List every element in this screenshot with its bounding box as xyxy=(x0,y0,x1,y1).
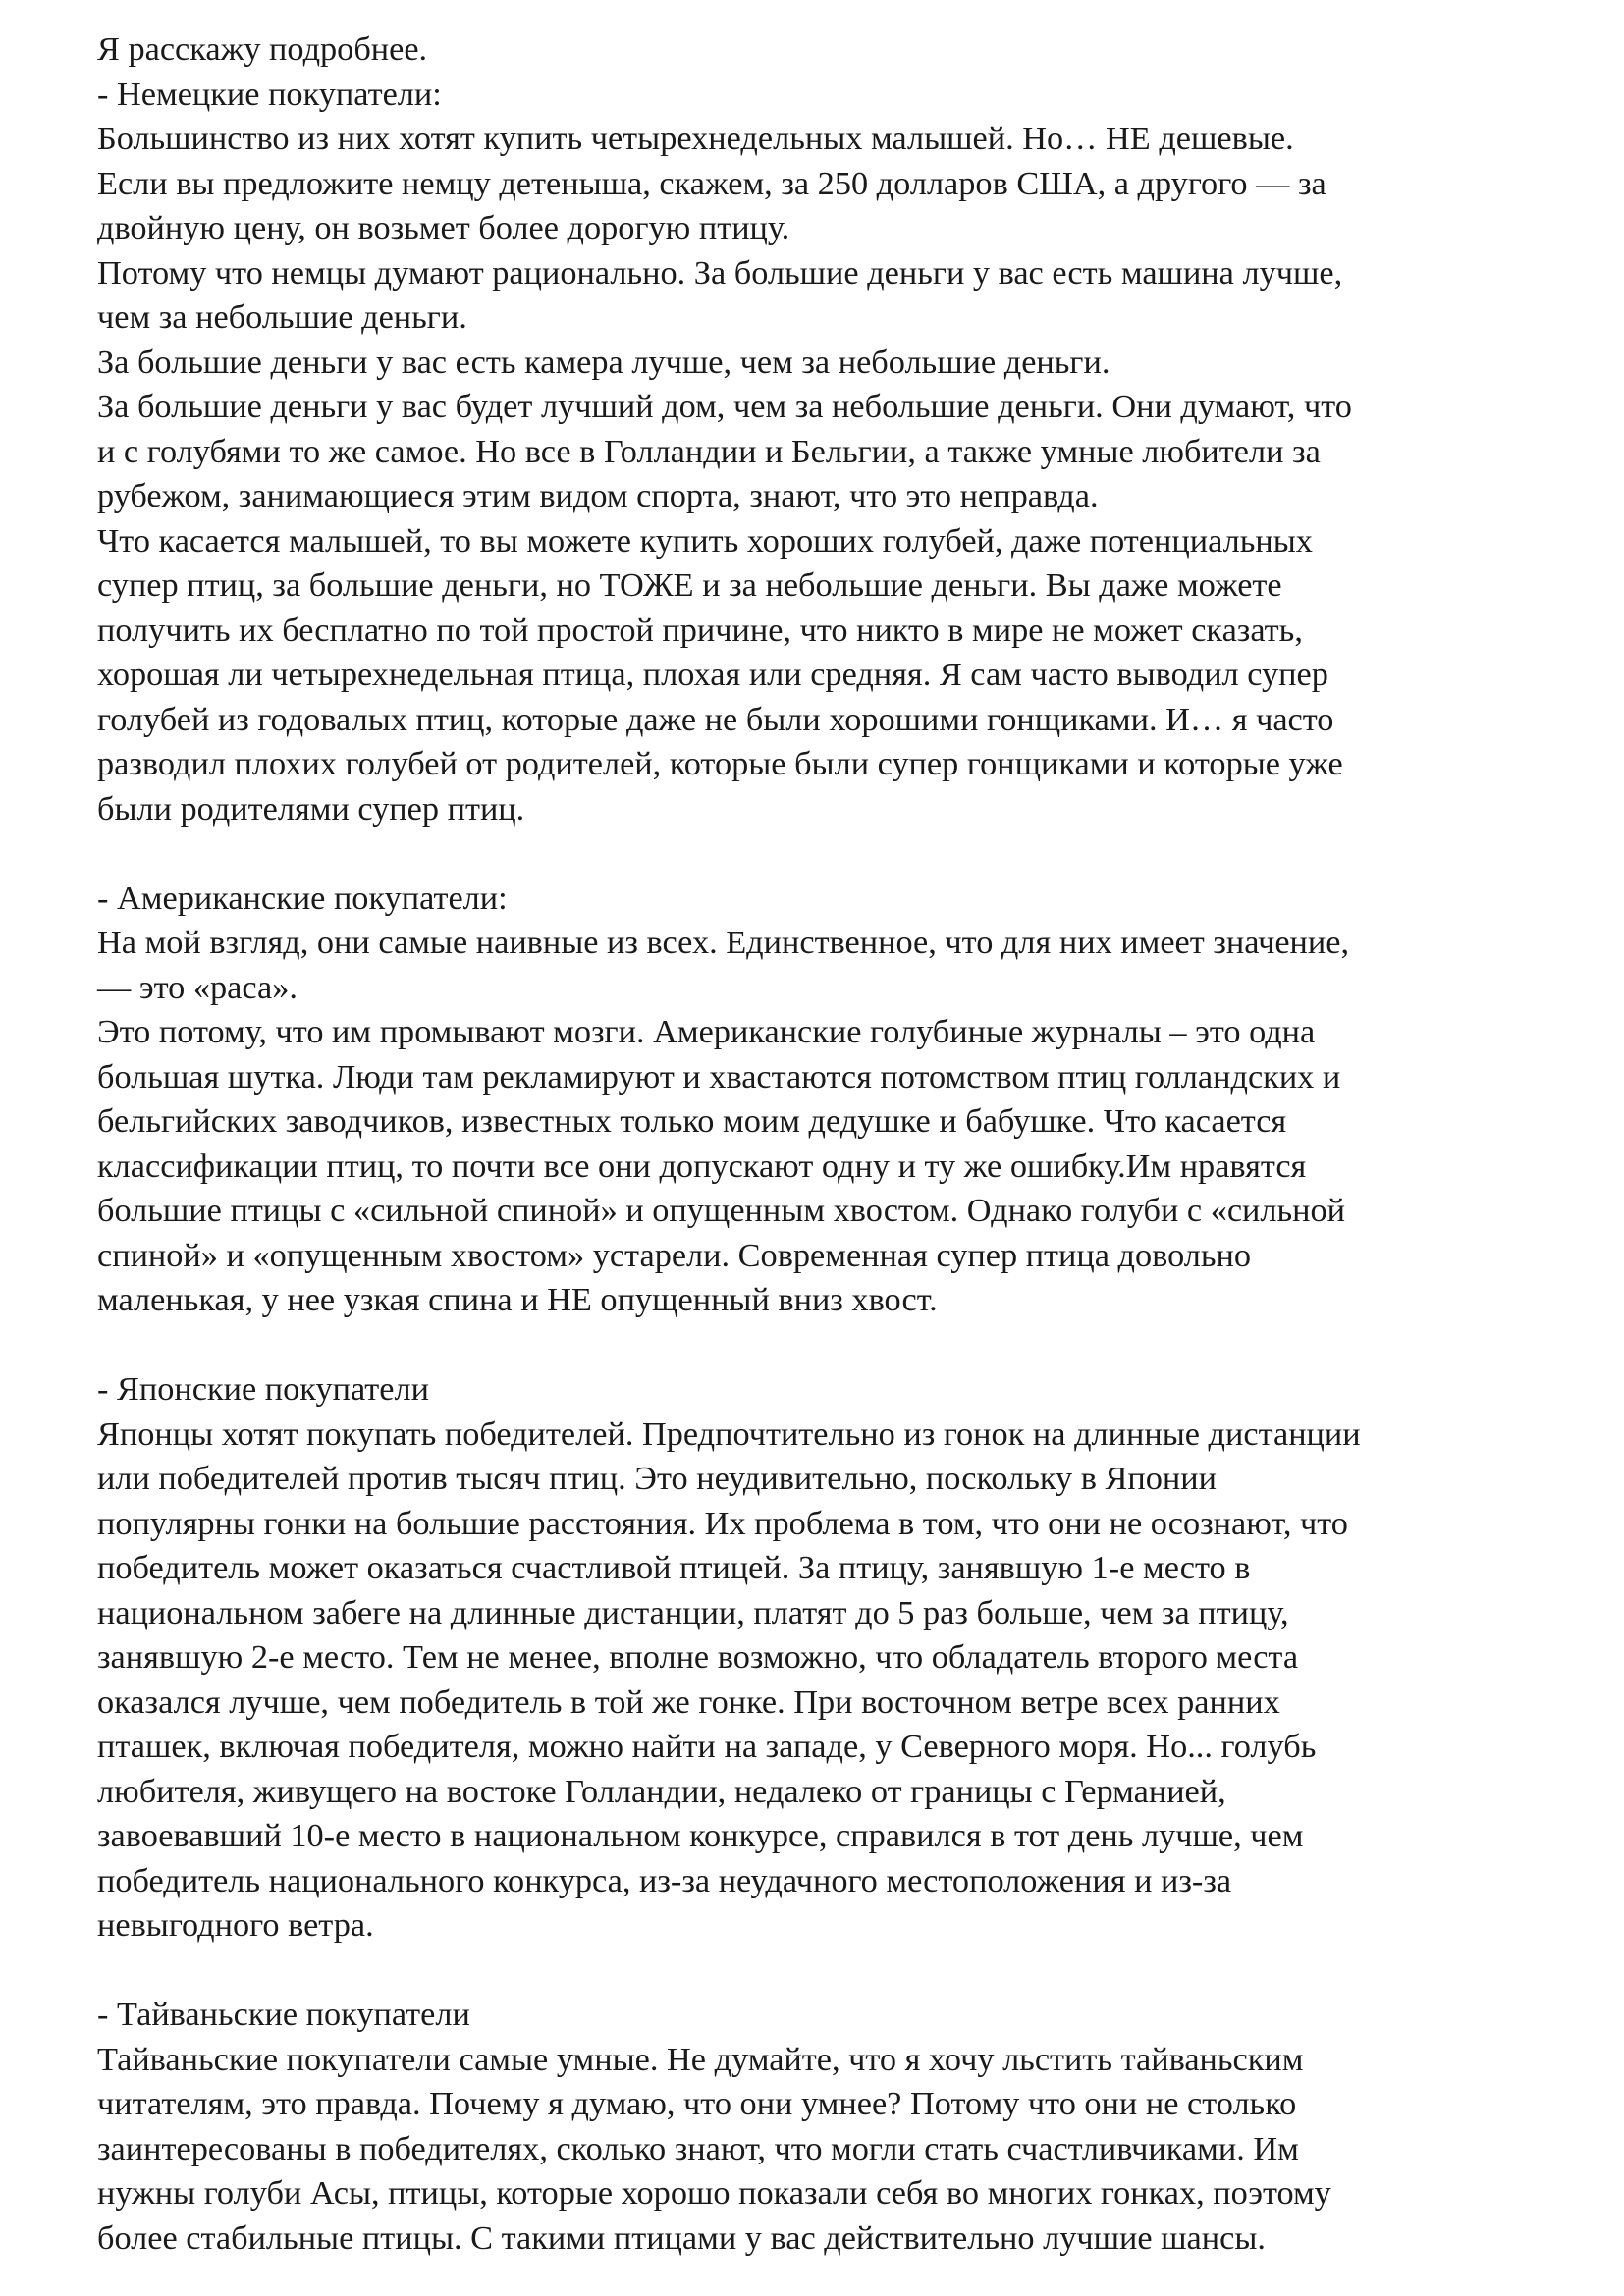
section-japanese-buyers xyxy=(97,1367,1590,1949)
paragraph-line: большая шутка. Люди там рекламируют и хвастаются потомством птиц голландских и xyxy=(97,1057,1341,1095)
paragraph-line: более стабильные птицы. С такими птицами у вас действительно лучшие шансы. xyxy=(97,2218,1266,2257)
paragraph-line: победитель может оказаться счастливой птицей. За птицу, занявшую 1-е место в xyxy=(97,1549,1251,1586)
paragraph-line: заинтересованы в победителях, сколько знают, что могли стать счастливчиками. Им xyxy=(97,2129,1299,2167)
paragraph-line: Тайваньские покупатели самые умные. Не думайте, что я хочу льстить тайваньским xyxy=(97,2040,1304,2078)
paragraph-line: двойную цену, он возьмет более дорогую птицу. xyxy=(97,209,790,246)
paragraph-line: За большие деньги у вас есть камера лучше, чем за небольшие деньги. xyxy=(97,343,1110,381)
paragraph-line: национальном забеге на длинные дистанции, платят до 5 раз больше, чем за птицу, xyxy=(97,1593,1289,1631)
paragraph-line: победитель национального конкурса, из-за неудачного местоположения и из-за xyxy=(97,1861,1232,1899)
paragraph-line: голубей из годовалых птиц, которые даже не были хорошими гонщиками. И… я часто xyxy=(97,700,1334,738)
paragraph-line: были родителями супер птиц. xyxy=(97,789,525,828)
paragraph-line: чем за небольшие деньги. xyxy=(97,298,467,336)
paragraph-line: или победителей против тысяч птиц. Это неудивительно, поскольку в Японии xyxy=(97,1460,1217,1497)
intro-line: Я расскажу подробнее. xyxy=(97,30,428,68)
section-heading: - Тайваньские покупатели xyxy=(97,1996,470,2033)
section-heading: - Немецкие покупатели: xyxy=(97,75,442,113)
paragraph-line: классификации птиц, то почти все они допускают одну и ту же ошибку.Им нравятся xyxy=(97,1147,1307,1185)
paragraph-spacer xyxy=(97,1949,1590,1994)
paragraph-line: большие птицы с «сильной спиной» и опущенным хвостом. Однако голуби с «сильной xyxy=(97,1192,1346,1229)
paragraph-line: За большие деньги у вас будет лучший дом, чем за небольшие деньги. Они думают, что xyxy=(97,388,1352,425)
paragraph-line: завоевавший 10-е место в национальном конкурсе, справился в тот день лучше, чем xyxy=(97,1817,1304,1854)
section-heading: - Японские покупатели xyxy=(97,1370,429,1408)
paragraph-line: популярны гонки на большие расстояния. Их проблема в том, что они не осознают, что xyxy=(97,1504,1348,1542)
paragraph-line: занявшую 2-е место. Тем не менее, вполне возможно, что обладатель второго места xyxy=(97,1638,1299,1676)
paragraph-line: супер птиц, за большие деньги, но ТОЖЕ и за небольшие деньги. Вы даже можете xyxy=(97,566,1282,604)
paragraph-line: — это «раса». xyxy=(97,968,298,1006)
paragraph-line: и с голубями то же самое. Но все в Голландии и Бельгии, а также умные любители за xyxy=(97,432,1321,470)
paragraph-line: маленькая, у нее узкая спина и НЕ опущенный вниз хвост. xyxy=(97,1281,938,1318)
section-taiwanese-buyers xyxy=(97,1993,1590,2261)
section-heading: - Американские покупатели: xyxy=(97,879,508,917)
paragraph-line: Японцы хотят покупать победителей. Предпочтительно из гонок на длинные дистанции xyxy=(97,1415,1361,1453)
paragraph-line: получить их бесплатно по той простой причине, что никто в мире не может сказать, xyxy=(97,611,1303,649)
paragraph-line: любителя, живущего на востоке Голландии, недалеко от границы с Германией, xyxy=(97,1772,1226,1810)
paragraph-line: разводил плохих голубей от родителей, которые были супер гонщиками и которые уже xyxy=(97,745,1343,782)
paragraph-line: Это потому, что им промывают мозги. Американские голубиные журналы – это одна xyxy=(97,1013,1316,1050)
paragraph-line: Потому что немцы думают рационально. За большие деньги у вас есть машина лучше, xyxy=(97,253,1343,292)
paragraph-line: хорошая ли четырехнедельная птица, плохая или средняя. Я сам часто выводил супер xyxy=(97,656,1328,693)
section-american-buyers xyxy=(97,877,1590,1323)
document-page xyxy=(97,27,1590,2261)
paragraph-line: нужны голуби Асы, птицы, которые хорошо показали себя во многих гонках, поэтому xyxy=(97,2174,1331,2212)
paragraph-line: спиной» и «опущенным хвостом» устарели. Современная супер птица довольно xyxy=(97,1236,1252,1274)
paragraph-line: читателям, это правда. Почему я думаю, что они умнее? Потому что они не столько xyxy=(97,2085,1297,2122)
paragraph-line: Большинство из них хотят купить четырехнедельных малышей. Но… НЕ дешевые. xyxy=(97,120,1294,157)
section-german-buyers xyxy=(97,73,1590,832)
paragraph-line: рубежом, занимающиеся этим видом спорта, знают, что это неправда. xyxy=(97,477,1099,514)
paragraph-line: бельгийских заводчиков, известных только моим дедушке и бабушке. Что касается xyxy=(97,1102,1287,1140)
paragraph-line: Что касается малышей, то вы можете купить хороших голубей, даже потенциальных xyxy=(97,521,1313,560)
paragraph-spacer xyxy=(97,831,1590,877)
paragraph-line: оказался лучше, чем победитель в той же гонке. При восточном ветре всех ранних xyxy=(97,1682,1280,1721)
paragraph-line: пташек, включая победителя, можно найти на западе, у Северного моря. Но... голубь xyxy=(97,1728,1317,1765)
paragraph-line: невыгодного ветра. xyxy=(97,1906,374,1944)
paragraph-spacer xyxy=(97,1323,1590,1368)
paragraph-line: На мой взгляд, они самые наивные из всех. Единственное, что для них имеет значение, xyxy=(97,924,1350,961)
paragraph-line: Если вы предложите немцу детеныша, скажем, за 250 долларов США, а другого — за xyxy=(97,164,1326,202)
